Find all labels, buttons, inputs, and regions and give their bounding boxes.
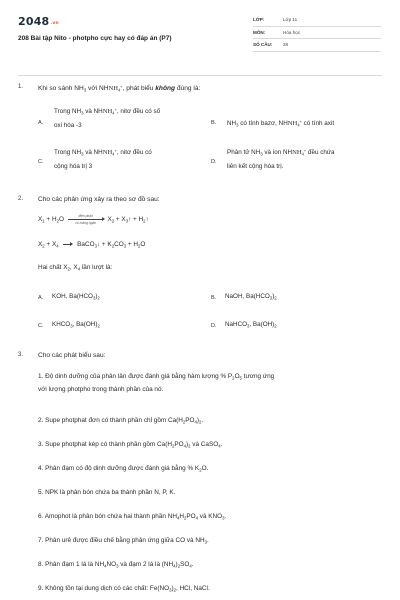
statement-8: 8. Phân đạm 1 lá là $NH_4NO_3$ và đạm 2 lá là $(NH_4)_2SO_4$. [38, 561, 194, 569]
statement-4: 4. Phân đạm có độ dinh dưỡng được đánh giá bằng % $K_2O$. [38, 465, 209, 473]
statement-9: 9. Không tồn tại dung dịch có các chất: $Fe(NO_3)_2$, HCl, NaCl. [38, 585, 210, 593]
reaction-arrow-icon [63, 244, 72, 245]
statement-7: 7. Phân urê được điều chế bằng phản ứng giữa CO và $NH_3$. [38, 537, 209, 545]
option-b[interactable]: $NH_3$ có tính bazơ, $NHNH_4^+$ có tính axit [227, 119, 335, 128]
site-logo[interactable] [18, 15, 59, 28]
option-b[interactable]: NaOH, $Ba(HCO_3)_2$ [225, 293, 277, 301]
meta-value: Hóa học [283, 29, 301, 35]
meta-row-class [253, 14, 381, 27]
option-label: A. [38, 295, 44, 301]
option-label: B. [211, 295, 217, 301]
question-text: Cho các phản ứng xảy ra theo sơ đồ sau: [38, 196, 160, 203]
meta-key: SỐ CÂU: [253, 42, 273, 48]
page-header [0, 0, 400, 62]
question-text: Khi so sánh $NH_3$ với $NHNH_4^+$, phát biểu không đúng là: [38, 84, 201, 93]
meta-row-count [253, 39, 381, 52]
statement-3: 3. Supe photphat kép có thành phần gồm $Ca(H_2PO_4)_2$ và CaSO$_4$. [38, 441, 223, 449]
option-label: A. [38, 120, 44, 126]
option-label: C. [38, 159, 44, 165]
logo-tld: .vn [50, 21, 59, 26]
meta-key: LỚP: [253, 17, 265, 23]
question-number: 1. [18, 84, 24, 90]
question-text: Cho các phát biểu sau: [38, 352, 106, 359]
document-meta [253, 14, 381, 52]
question-2 [18, 196, 382, 341]
document-title: 208 Bài tập Nito - photpho cực hay có đáp án (P7) [18, 35, 172, 42]
meta-value: Lớp 11 [283, 17, 298, 23]
logo-text: 2048 [18, 15, 50, 28]
question-1 [18, 84, 382, 184]
question-prompt: Hai chất $X_2$, $X_4$ lần lượt là: [38, 264, 113, 272]
reaction-2: $X_2 + X_4$ BaCO$_3$↓ + $K_2CO_3 + H_2O$ [38, 241, 146, 249]
option-a[interactable]: Trong $NH_3$ và $NHNH_4^+$, nitơ đều có số oxi hóa -3 [54, 107, 161, 129]
option-d[interactable]: NaHCO$_3$, $Ba(OH)_2$ [225, 321, 277, 329]
header-divider [18, 75, 382, 76]
option-label: B. [211, 120, 217, 126]
option-label: D. [211, 323, 217, 329]
option-d[interactable]: Phân tử $NH_3$ và ion $NHNH_4^+$ đều chứa liên kết cộng hóa trị. [227, 148, 335, 170]
reaction-1: $X_1 + H_2O$ điện phân có màng ngăn $X_2$ + $X_3↑$ + $H_2↑$ [38, 214, 149, 225]
question-number: 3. [18, 352, 24, 358]
option-c[interactable]: $KHCO_3$, $Ba(OH)_2$ [52, 321, 100, 329]
statement-2: 2. Supe photphat đơn có thành phần chỉ gồm $Ca(H_2PO_4)_2$. [38, 417, 204, 425]
meta-row-subject [253, 27, 381, 40]
meta-key: MÔN: [253, 29, 266, 35]
question-number: 2. [18, 196, 24, 202]
option-c[interactable]: Trong $NH_3$ và $NHNH_4^+$, nitơ đều có cộng hóa trị 3 [54, 148, 152, 170]
statement-5: 5. NPK là phân bón chứa ba thành phần N, P, K. [38, 489, 176, 496]
option-label: D. [211, 159, 217, 165]
option-label: C. [38, 323, 44, 329]
meta-value: 28 [283, 42, 289, 48]
electrolysis-arrow-icon: điện phân có màng ngăn [68, 214, 104, 225]
option-a[interactable]: KOH, $Ba(HCO_3)_2$ [52, 293, 100, 301]
statement-1: 1. Độ dinh dưỡng của phân lân được đánh giá bằng hàm lượng % $P_2O_5$ tương ứng với lượng photpho trong thành phần của nó. [38, 373, 275, 393]
statement-6: 6. Amophot là phân bón chứa hai thành phần $NH_4H_2PO_4$ và $KNO_3$. [38, 513, 227, 521]
question-3 [18, 352, 382, 600]
